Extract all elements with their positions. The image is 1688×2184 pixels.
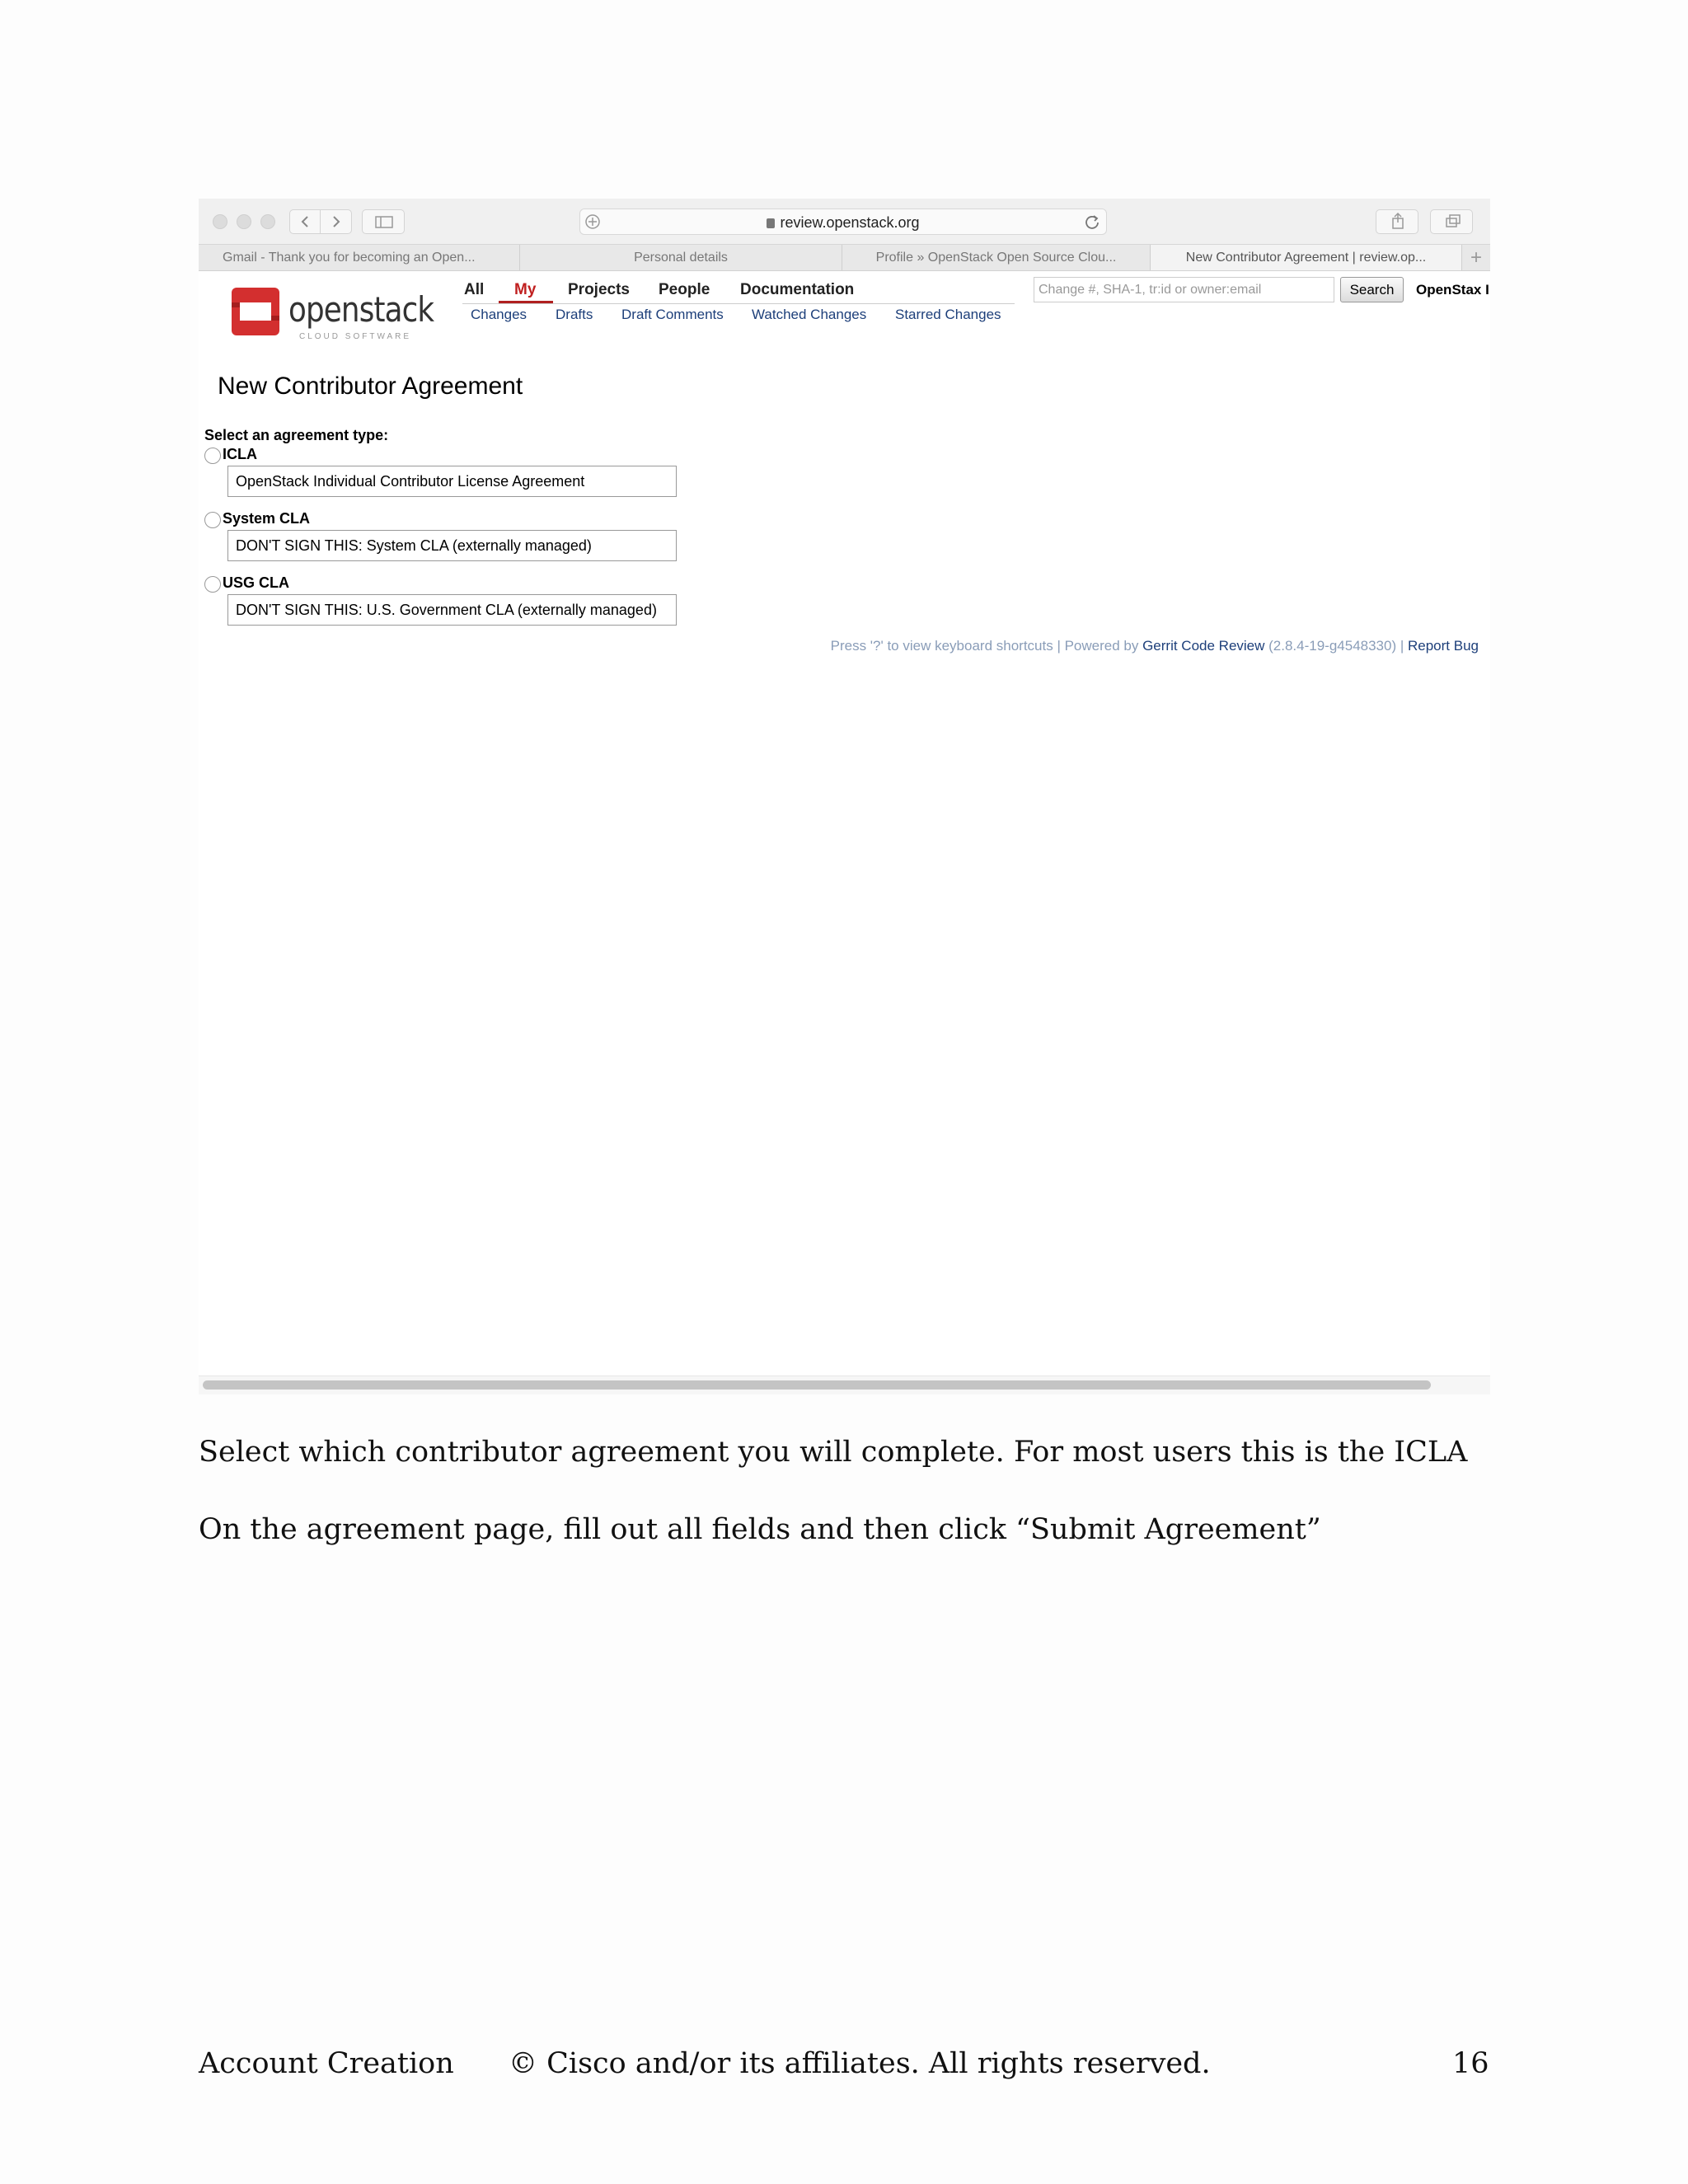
- sidebar-icon[interactable]: [362, 209, 405, 234]
- search-button[interactable]: Search: [1340, 277, 1404, 302]
- back-forward-buttons: [289, 209, 352, 234]
- forward-icon[interactable]: [321, 210, 352, 233]
- user-menu[interactable]: OpenStax I: [1416, 282, 1489, 298]
- subnav-starred-changes[interactable]: Starred Changes: [895, 307, 1001, 322]
- close-window-button[interactable]: [213, 214, 227, 229]
- scrollbar-thumb[interactable]: [203, 1380, 1431, 1390]
- logo-subtitle: CLOUD SOFTWARE: [299, 332, 412, 341]
- usg-cla-radio[interactable]: [204, 576, 221, 593]
- icla-description: OpenStack Individual Contributor License Agreement: [227, 466, 677, 497]
- nav-divider: [462, 303, 1015, 304]
- tab-profile[interactable]: Profile » OpenStack Open Source Clou...: [842, 245, 1151, 270]
- browser-screenshot: [199, 199, 1490, 1394]
- logo-text: openstack: [288, 289, 434, 330]
- tab-gmail[interactable]: Gmail - Thank you for becoming an Open...: [199, 245, 520, 270]
- reload-icon[interactable]: [1083, 213, 1101, 235]
- zoom-window-button[interactable]: [260, 214, 275, 229]
- search-input[interactable]: Change #, SHA-1, tr:id or owner:email: [1034, 277, 1334, 302]
- nav-my[interactable]: My: [514, 281, 537, 298]
- horizontal-scrollbar[interactable]: [199, 1376, 1490, 1394]
- instruction-paragraph-2: On the agreement page, fill out all fields and then click “Submit Agreement”: [199, 1513, 1321, 1546]
- gerrit-page: [199, 271, 1490, 1376]
- nav-all[interactable]: All: [464, 281, 485, 298]
- subnav-changes[interactable]: Changes: [471, 307, 528, 322]
- subnav-drafts[interactable]: Drafts: [556, 307, 593, 322]
- nav-active-indicator: [499, 301, 553, 303]
- gerrit-link[interactable]: Gerrit Code Review: [1142, 638, 1265, 654]
- report-bug-link[interactable]: Report Bug: [1408, 638, 1479, 654]
- agreement-type-label: Select an agreement type:: [204, 427, 389, 443]
- footer-copyright: © Cisco and/or its affiliates. All rights reserved.: [509, 2047, 1211, 2080]
- icla-label: ICLA: [223, 446, 257, 462]
- usg-cla-label: USG CLA: [223, 574, 289, 591]
- tab-personal-details[interactable]: Personal details: [520, 245, 842, 270]
- page-number: 16: [1452, 2047, 1489, 2080]
- footer-section-title: Account Creation: [199, 2047, 454, 2080]
- subnav-watched-changes[interactable]: Watched Changes: [752, 307, 867, 322]
- nav-people[interactable]: People: [659, 281, 710, 298]
- gerrit-footer: [831, 638, 1479, 654]
- openstack-logo-icon: [228, 283, 283, 340]
- keyboard-shortcuts-hint: Press '?' to view keyboard shortcuts | Powered by: [830, 638, 1143, 654]
- url-value: review.openstack.org: [780, 214, 920, 231]
- subnav-draft-comments[interactable]: Draft Comments: [621, 307, 724, 322]
- new-tab-button[interactable]: +: [1470, 246, 1482, 269]
- icla-radio[interactable]: [204, 448, 221, 464]
- nav-documentation[interactable]: Documentation: [740, 281, 855, 298]
- system-cla-radio[interactable]: [204, 512, 221, 528]
- minimize-window-button[interactable]: [237, 214, 251, 229]
- openstack-logo[interactable]: [228, 279, 434, 341]
- system-cla-description: DON'T SIGN THIS: System CLA (externally managed): [227, 530, 677, 561]
- tab-bar: [199, 244, 1490, 271]
- back-icon[interactable]: [290, 210, 321, 233]
- instruction-paragraph-1: Select which contributor agreement you will complete. For most users this is the ICLA: [199, 1436, 1468, 1469]
- system-cla-label: System CLA: [223, 510, 311, 527]
- lock-icon: [767, 218, 775, 228]
- url-text: [580, 214, 1106, 232]
- nav-projects[interactable]: Projects: [568, 281, 630, 298]
- browser-toolbar: [199, 199, 1490, 244]
- tabs-overview-icon[interactable]: [1430, 209, 1473, 234]
- page-title: New Contributor Agreement: [218, 373, 523, 400]
- usg-cla-description: DON'T SIGN THIS: U.S. Government CLA (externally managed): [227, 594, 677, 626]
- tab-new-contributor-agreement[interactable]: New Contributor Agreement | review.op...: [1151, 245, 1462, 270]
- gerrit-version: (2.8.4-19-g4548330) |: [1264, 638, 1408, 654]
- share-icon[interactable]: [1376, 209, 1418, 234]
- address-bar[interactable]: [579, 209, 1107, 235]
